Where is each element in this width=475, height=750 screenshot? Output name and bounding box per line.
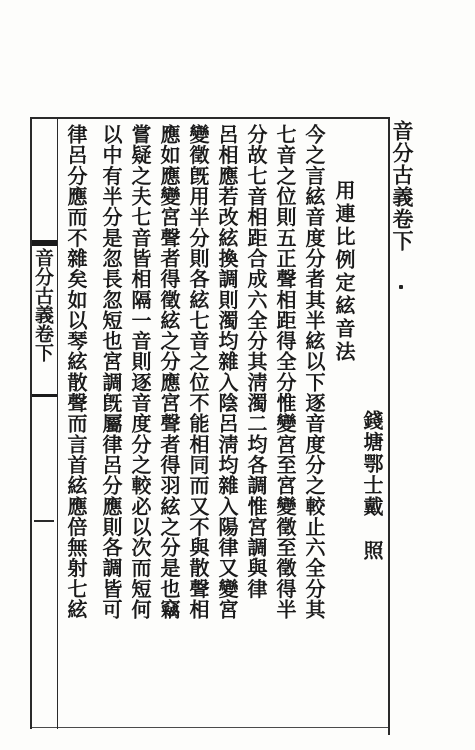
center-margin-label: 音分古義卷下 <box>32 248 54 362</box>
text-column: 七音之位則五正聲相距得全分惟變宮至宮變徵至徵得半 <box>273 124 297 620</box>
text-column: 律呂分應而不雜矣如以琴絃散聲而言首絃應倍無射七絃 <box>64 124 88 620</box>
text-column: 呂相應若改絃換調則濁均雜入陰呂淸均雜入陽律又變宮 <box>215 124 239 620</box>
fold-lower-tick <box>34 520 54 522</box>
frame-bottom-rule <box>30 727 388 728</box>
text-column: 以中有半分是忽長忽短也宮調旣屬律呂分應則各調皆可 <box>99 124 123 620</box>
text-column: 應如應變宮聲者得徵絃之分應宮聲者得羽絃之分是也竊 <box>157 124 181 620</box>
text-column: 分故七音相距合成六全分其淸濁二均各調惟宮調與律 <box>244 124 268 599</box>
author-line: 錢塘鄂士戴 <box>360 410 384 518</box>
title-dot <box>399 285 403 289</box>
text-column: 今之言絃音度分者其半絃以下逐音度分之較止六全分其 <box>302 124 326 620</box>
fold-line-right <box>57 117 58 729</box>
fold-line-left <box>31 117 32 729</box>
fold-bottom-mark <box>32 394 57 397</box>
author-suffix: 照 <box>360 540 384 561</box>
volume-title: 音分古義卷下 <box>390 120 415 252</box>
section-title: 用連比例定絃音法 <box>332 180 356 364</box>
text-column: 嘗疑之夫七音皆相隔一音則逐音度分之較必以次而短何 <box>128 124 152 620</box>
text-column: 變徵旣用半分則各絃七音之位不能相同而又不與散聲相 <box>186 124 210 620</box>
frame-top-rule <box>32 117 389 119</box>
fold-fishtail <box>32 240 57 246</box>
